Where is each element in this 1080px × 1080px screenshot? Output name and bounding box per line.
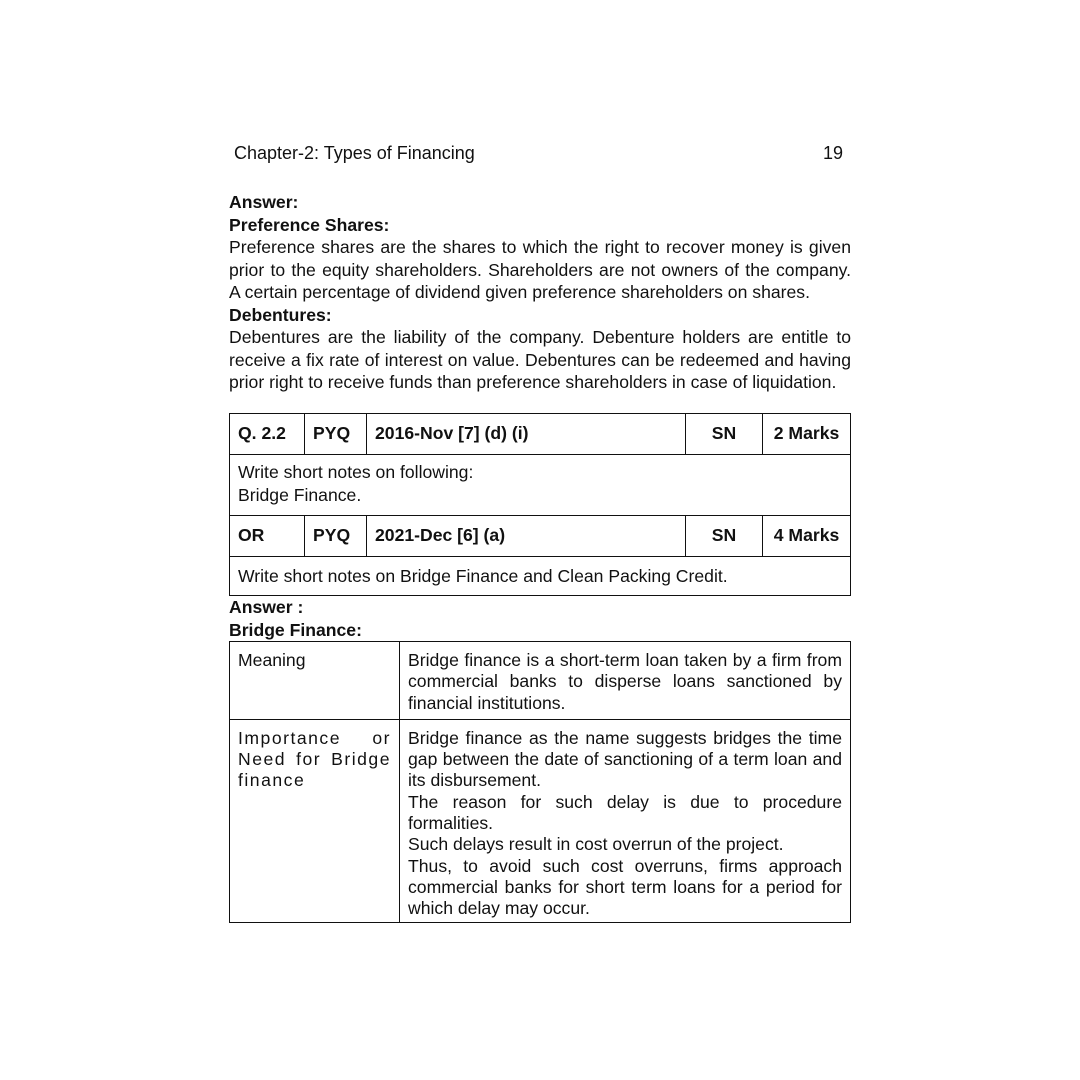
meaning-text: Bridge finance is a short-term loan taken by a firm from commercial banks to disperse loans sanctioned by financial institutions. — [400, 642, 851, 720]
question-text-row — [230, 556, 851, 596]
chapter-title: Chapter-2: Types of Financing — [234, 143, 475, 163]
table-row — [230, 642, 851, 720]
question-type: PYQ — [305, 413, 367, 454]
debentures-heading: Debentures: — [229, 304, 332, 325]
question-row — [230, 515, 851, 556]
importance-paragraph: Bridge finance as the name suggests bridges the time gap between the date of sanctioning of a term loan and its disbursement. — [408, 727, 842, 791]
question-reference: 2016-Nov [7] (d) (i) — [367, 413, 686, 454]
question-marks: 2 Marks — [763, 413, 851, 454]
question-kind: SN — [686, 413, 763, 454]
page-content — [229, 191, 851, 923]
importance-paragraph: Thus, to avoid such cost overruns, firms approach commercial banks for short term loans for a period for which delay may occur. — [408, 855, 842, 919]
question-number: OR — [230, 515, 305, 556]
preference-text: Preference shares are the shares to which the right to recover money is given prior to the equity shareholders. Shareholders are not owners of the company. A certain percentage of dividend given preference shareholders on shares. — [229, 237, 851, 302]
question-text-row — [230, 454, 851, 515]
meaning-label: Meaning — [230, 642, 400, 720]
question-row — [230, 413, 851, 454]
importance-text — [400, 719, 851, 922]
question-text-line: Bridge Finance. — [238, 484, 362, 505]
bridge-finance-table — [229, 641, 851, 923]
question-text-line: Write short notes on following: — [238, 461, 474, 482]
answer-label: Answer : — [229, 597, 304, 617]
question-kind: SN — [686, 515, 763, 556]
answer-label: Answer: — [229, 192, 299, 212]
page-number: 19 — [822, 143, 843, 163]
question-text — [230, 454, 851, 515]
importance-paragraph: The reason for such delay is due to procedure formalities. — [408, 791, 842, 834]
question-reference: 2021-Dec [6] (a) — [367, 515, 686, 556]
question-number: Q. 2.2 — [230, 413, 305, 454]
bridge-finance-heading: Bridge Finance: — [229, 619, 362, 640]
preference-heading: Preference Shares: — [229, 214, 390, 235]
importance-paragraph: Such delays result in cost overrun of the project. — [408, 834, 784, 855]
table-row — [230, 719, 851, 922]
question-table — [229, 413, 851, 597]
page-header — [234, 143, 843, 164]
question-marks: 4 Marks — [763, 515, 851, 556]
question-text: Write short notes on Bridge Finance and Clean Packing Credit. — [230, 556, 851, 596]
question-type: PYQ — [305, 515, 367, 556]
debentures-text: Debentures are the liability of the company. Debenture holders are entitle to receive a fix rate of interest on value. Debentures can be redeemed and having prior right to receive funds than preference shareholders in case of liquidation. — [229, 327, 851, 392]
importance-label: Importance or Need for Bridge finance — [230, 719, 400, 922]
